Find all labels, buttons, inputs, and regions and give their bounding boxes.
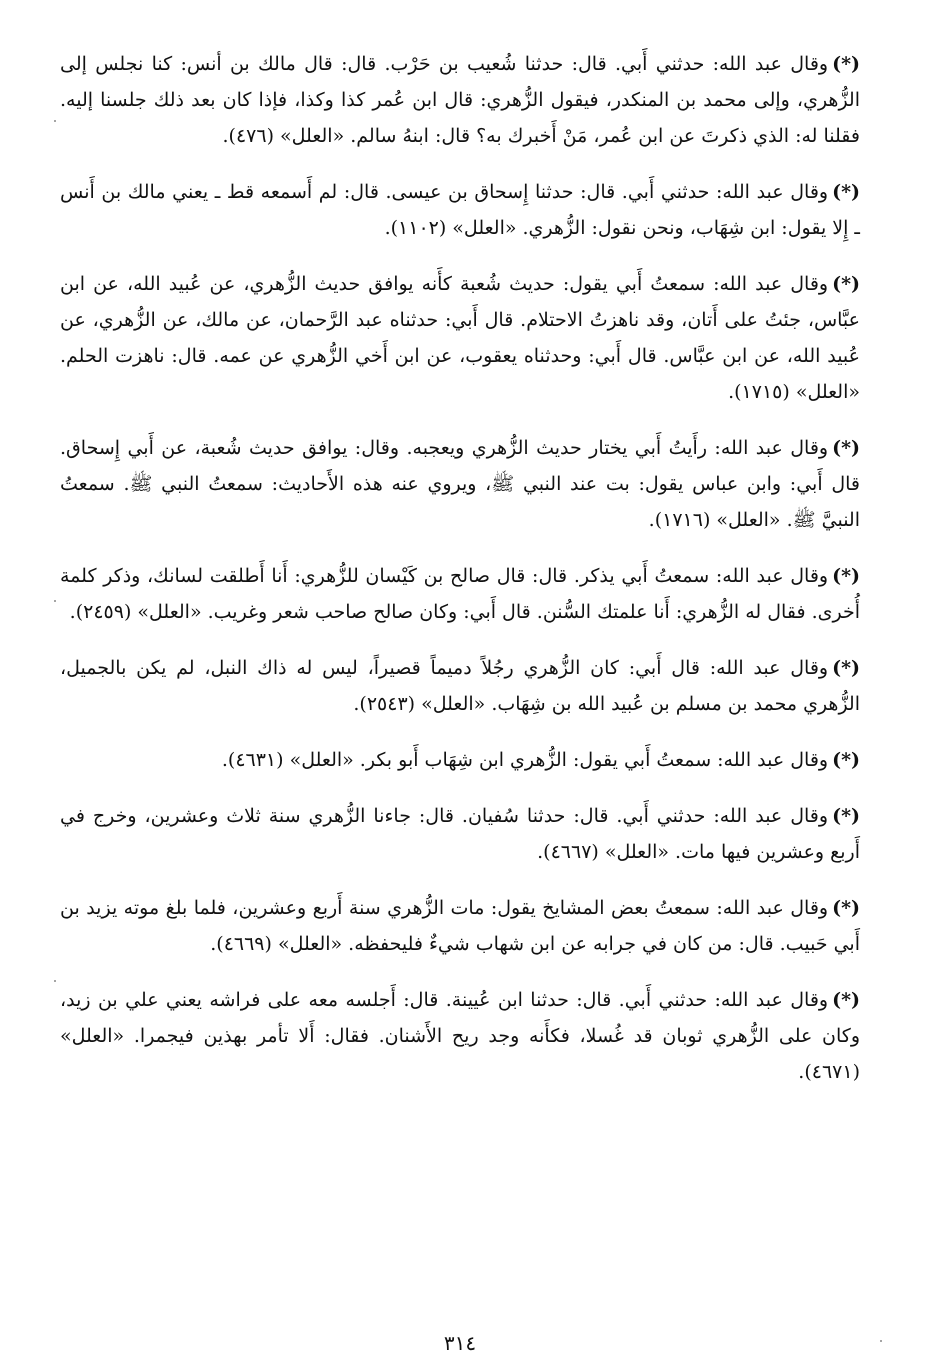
entry-3	[60, 266, 860, 410]
entry-text: وقال عبد الله: سمعتُ أَبي يقول: حديث شُعبة كأَنه يوافق حديث الزُّهري، عن عُبيد الله، عن ابن عبَّاس، جئتُ على أَتان، وقد ناهزتُ الاحتلام. قال أَبي: حدثناه عبد الرَّحمان، عن مالك، عن الزُّهري، عن عُبيد الله، عن ابن عبَّاس. قال أَبي: وحدثناه يعقوب، عن ابن أَخي الزُّهري عن عمه. قال: ناهزت الحلم. «العلل» (١٧١٥).	[60, 273, 860, 403]
entry-marker: (*)	[832, 273, 860, 295]
entry-marker: (*)	[832, 749, 860, 771]
entry-text: وقال عبد الله: رأَيتُ أَبي يختار حديث الزُّهري ويعجبه. وقال: يوافق حديث شُعبة، عن أَبي إِسحاق. قال أَبي: وابن عباس يقول: بت عند النبي ﷺ، ويروي عنه هذه الأَحاديث: سمعتُ النبي ﷺ. سمعتُ النبيَّ ﷺ. «العلل» (١٧١٦).	[60, 437, 860, 531]
entry-marker: (*)	[832, 437, 860, 459]
entry-5	[60, 558, 860, 630]
entry-marker: (*)	[832, 53, 860, 75]
entry-2	[60, 174, 860, 246]
entry-6	[60, 650, 860, 722]
entry-marker: (*)	[832, 897, 860, 919]
entry-marker: (*)	[832, 657, 860, 679]
entry-text: وقال عبد الله: حدثني أَبي. قال: حدثنا إِسحاق بن عيسى. قال: لم أَسمعه قط ـ يعني مالك بن أَنس ـ إِلا يقول: ابن شِهَاب، ونحن نقول: الزُّهري. «العلل» (١١٠٢).	[60, 181, 860, 239]
document-page	[60, 46, 860, 1355]
entry-1	[60, 46, 860, 154]
entry-text: وقال عبد الله: حدثني أَبي. قال: حدثنا شُعيب بن حَرْب. قال: قال مالك بن أنس: كنا نجلس إلى الزُّهري، وإلى محمد بن المنكدر، فيقول الزُّهري: قال ابن عُمر كذا وكذا، فإذا كان بعد ذلك جلسنا إليه. فقلنا له: الذي ذكرتَ عن ابن عُمر، مَنْ أَخبرك به؟ قال: ابنهُ سالم. «العلل» (٤٧٦).	[60, 53, 860, 147]
entry-text: وقال عبد الله: حدثني أَبي. قال: حدثنا ابن عُيينة. قال: أَجلسه معه على فراشه يعني علي بن زيد، وكان على الزُّهري ثوبان قد غُسلا، فكأَنه وجد ريح الأَشنان. فقال: أَلا تأمر بهذين فيجمرا. «العلل» (٤٦٧١).	[60, 989, 860, 1083]
scan-speck	[54, 120, 56, 122]
entry-text: وقال عبد الله: سمعتُ أَبي يقول: الزُّهري ابن شِهَاب أَبو بكر. «العلل» (٤٦٣١).	[221, 749, 829, 771]
entry-text: وقال عبد الله: سمعتُ أَبي يذكر. قال: قال صالح بن كَيْسان للزُّهري: أَنا أَطلقت لسانك، وذكر كلمة أُخرى. فقال له الزُّهري: أَنا علمتك السُّنن. قال أَبي: وكان صالح صاحب شعر وغريب. «العلل» (٢٤٥٩).	[60, 565, 860, 623]
scan-speck	[54, 600, 56, 602]
entry-marker: (*)	[832, 805, 860, 827]
entry-text: وقال عبد الله: سمعتُ بعض المشايخ يقول: مات الزُّهري سنة أَربع وعشرين، فلما بلغ موته يزيد بن أَبي حَبيب. قال: من كان في جرابه عن ابن شهاب شيءٌ فليحفظه. «العلل» (٤٦٦٩).	[60, 897, 860, 955]
entry-9	[60, 890, 860, 962]
entry-marker: (*)	[832, 181, 860, 203]
entry-4	[60, 430, 860, 538]
entry-marker: (*)	[832, 565, 860, 587]
entry-text: وقال عبد الله: قال أَبي: كان الزُّهري رجُلاً دميماً قصيراً، ليس له ذاك النبل، لم يكن بالجميل، الزُّهري محمد بن مسلم بن عُبيد الله بن شِهَاب. «العلل» (٢٥٤٣).	[60, 657, 860, 715]
scan-speck	[54, 980, 56, 982]
entry-8	[60, 798, 860, 870]
entry-text: وقال عبد الله: حدثني أَبي. قال: حدثنا سُفيان. قال: جاءنا الزُّهري سنة ثلاث وعشرين، وخرج في أَربع وعشرين فيها مات. «العلل» (٤٦٦٧).	[60, 805, 860, 863]
entry-marker: (*)	[832, 989, 860, 1011]
scan-speck	[880, 1340, 882, 1342]
page-number: ٣١٤	[443, 1331, 477, 1355]
entry-7	[60, 742, 860, 778]
entry-10	[60, 982, 860, 1090]
